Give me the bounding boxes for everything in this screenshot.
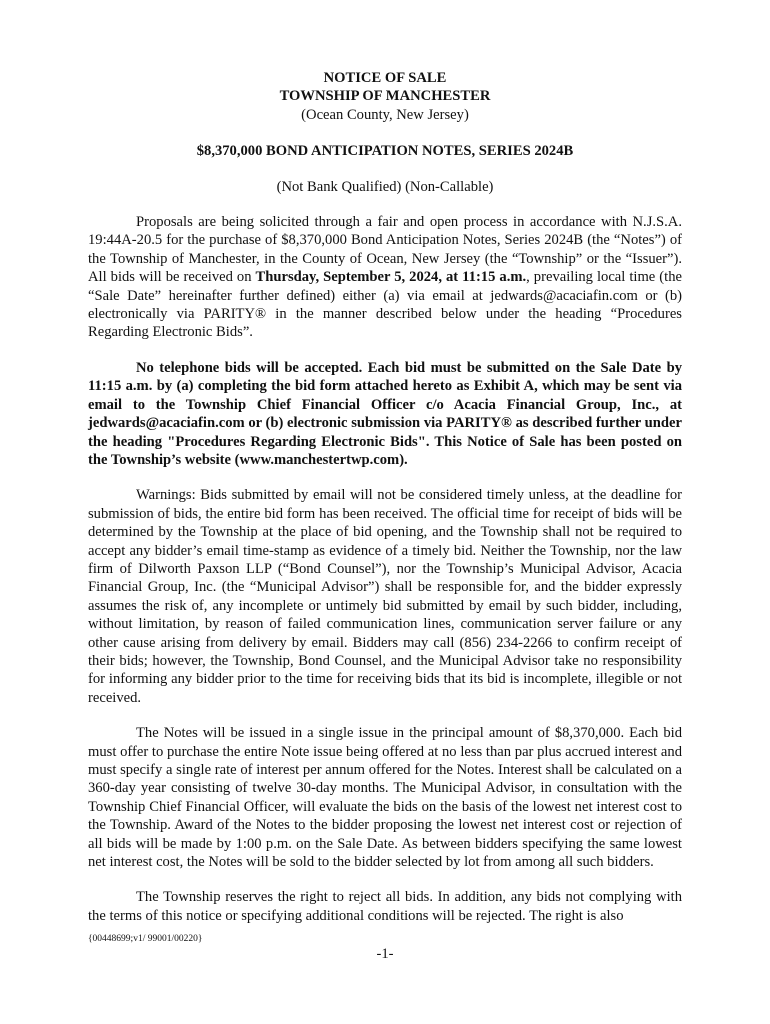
bond-qualifiers: (Not Bank Qualified) (Non-Callable) (276, 178, 494, 195)
notice-header (88, 69, 682, 124)
paragraph-no-telephone-bids: No telephone bids will be accepted. Each bid must be submitted on the Sale Date by 11:15 a.m. by (a) completing the bid form attached hereto as Exhibit A, which may be sent via email to the Township Chief Financial Officer c/o Acacia Financial Group, Inc., at jedwards@acaciafin.com or (b) electronic submission via PARITY® as described further under the heading "Procedures Regarding Electronic Bids". This Notice of Sale has been posted on the Township’s website (www.manchestertwp.com). (88, 359, 682, 468)
issuer-location: (Ocean County, New Jersey) (301, 106, 469, 123)
page-number: -1- (376, 946, 394, 962)
paragraph-warnings: Warnings: Bids submitted by email will not be considered timely unless, at the deadline for submission of bids, the entire bid form has been received. The official time for receipt of bids will be determined by the Township at the place of bid opening, and the Township shall not be required to accept any bidder’s email time-stamp as evidence of a timely bid. Neither the Township, nor the law firm of Dilworth Paxson LLP (“Bond Counsel”), nor the Township’s Municipal Advisor, Acacia Financial Group, Inc. (the “Municipal Advisor”) shall be responsible for, and the bidder expressly assumes the risk of, any incomplete or untimely bid submitted by email by such bidder, including, without limitation, by reason of failed communication lines, communication server failure or any other cause arising from delivery by email. Bidders may call (856) 234-2266 to confirm receipt of their bids; however, the Township, Bond Counsel, and the Municipal Advisor take no responsibility for informing any bidder prior to the time for receiving bids that its bid is incomplete, illegible or not received. (88, 487, 682, 706)
paragraph-notes-issue: The Notes will be issued in a single issue in the principal amount of $8,370,000. Each bid must offer to purchase the entire Note issue being offered at no less than par plus accrued interest and must specify a single rate of interest per annum offered for the Notes. Interest shall be calculated on a 360-day year consisting of twelve 30-day months. The Municipal Advisor, in consultation with the Township Chief Financial Officer, will evaluate the bids on the basis of the lowest net interest cost to the Township. Award of the Notes to the bidder proposing the lowest net interest cost or rejection of all bids will be made by 1:00 p.m. on the Sale Date. As between bidders specifying the same lowest net interest cost, the Notes will be sold to the bidder selected by lot from among all such bidders. (88, 725, 682, 871)
notice-title: NOTICE OF SALE (323, 70, 447, 86)
issuer-name: TOWNSHIP OF MANCHESTER (279, 88, 491, 105)
document-reference: {00448699;v1/ 99001/00220} (88, 934, 203, 944)
paragraph-reservation: The Township reserves the right to reject all bids. In addition, any bids not complying with the terms of this notice or specifying additional conditions will be rejected. The right is also (88, 889, 682, 924)
paragraph-proposals-text-b: , prevailing local time (the “Sale Date” hereinafter further defined) either (a) via email at jedwards@acaciafin.com or (b) electronically via PARITY® in the manner described below under the heading “Procedures Regarding Electronic Bids”. (88, 269, 682, 341)
paragraph-proposals (88, 213, 682, 342)
document-body (88, 69, 682, 925)
paragraph-proposals-text-a: Proposals are being solicited through a fair and open process in accordance with N.J.S.A. 19:44A-20.5 for the purchase of $8,370,000 Bond Anticipation Notes, Series 2024B (the “Notes”) of the Township of Manchester, in the County of Ocean, New Jersey (the “Township” or the “Issuer”). All bids will be received on (88, 214, 682, 286)
sale-date-time: Thursday, September 5, 2024, at 11:15 a.m. (255, 269, 527, 286)
bond-title: $8,370,000 BOND ANTICIPATION NOTES, SERIES 2024B (196, 143, 574, 160)
